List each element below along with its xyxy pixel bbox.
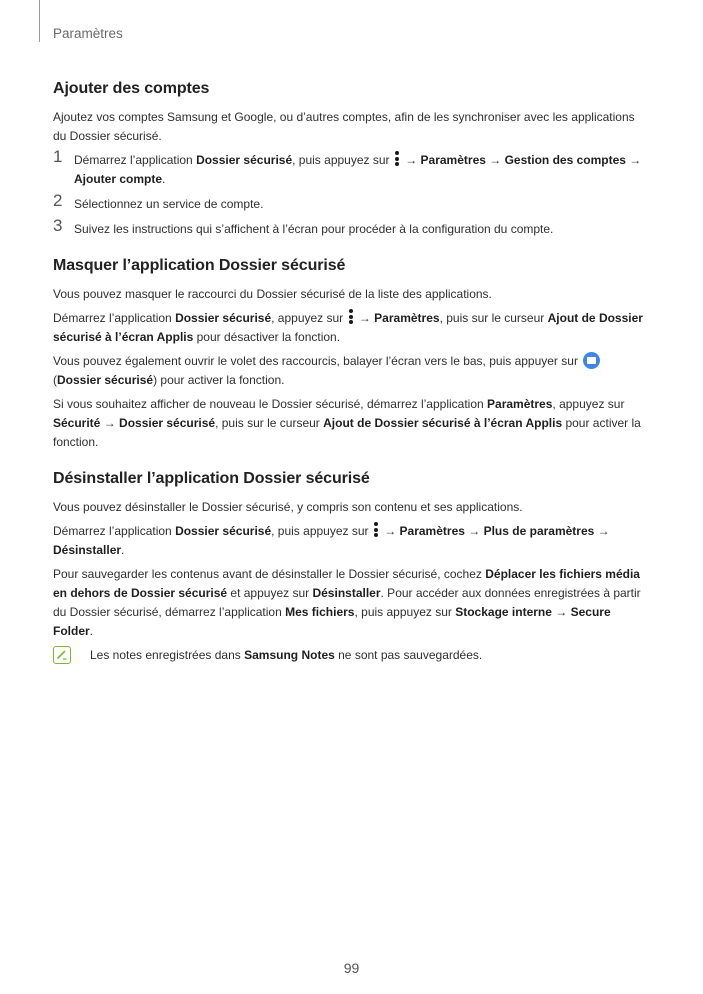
ui-term: Ajout de Dossier sécurisé à l’écran Applis: [323, 416, 563, 430]
ui-term: Paramètres: [374, 311, 440, 325]
paragraph: [53, 352, 645, 390]
text-run: , puis sur le curseur: [439, 311, 548, 325]
paragraph: Vous pouvez masquer le raccourci du Dossier sécurisé de la liste des applications.: [53, 287, 492, 301]
ui-term: Sécurité: [53, 416, 101, 430]
page-content: [53, 80, 645, 683]
arrow-separator: →: [355, 311, 375, 325]
secure-folder-icon: [583, 352, 600, 369]
ui-term: Déplacer les fichiers média en dehors de Dossier sécurisé: [53, 567, 640, 600]
ui-term: Paramètres: [420, 153, 486, 167]
text-run: Les notes enregistrées dans: [90, 648, 245, 662]
step-text: Suivez les instructions qui s’affichent à l’écran pour procéder à la configuration du compte.: [74, 222, 554, 236]
text-run: Pour sauvegarder les contenus avant de désinstaller le Dossier sécurisé, cochez: [53, 567, 486, 581]
text-run: pour désactiver la fonction.: [193, 330, 341, 344]
arrow-separator: →: [594, 524, 610, 538]
step-text: , puis appuyez sur: [292, 153, 393, 167]
ui-term: Mes fichiers: [285, 605, 355, 619]
arrow-separator: →: [401, 153, 421, 167]
text-run: pour activer la fonction.: [53, 416, 641, 449]
step-2: [53, 191, 645, 214]
text-run: et appuyez sur: [227, 586, 313, 600]
ui-term: Dossier sécurisé: [119, 416, 216, 430]
ui-term: Paramètres: [399, 524, 465, 538]
text-run: ) pour activer la fonction.: [153, 373, 285, 387]
step-text: Sélectionnez un service de compte.: [74, 197, 264, 211]
ui-term: Secure Folder: [53, 605, 611, 638]
ui-term: Désinstaller: [312, 586, 381, 600]
section-title: Masquer l’application Dossier sécurisé: [53, 257, 346, 274]
ui-term: Gestion des comptes: [504, 153, 626, 167]
text-run: , appuyez sur: [552, 397, 625, 411]
arrow-separator: →: [100, 416, 120, 430]
running-header: Paramètres: [53, 26, 123, 41]
text-run: Si vous souhaitez afficher de nouveau le Dossier sécurisé, démarrez l’application: [53, 397, 488, 411]
text-run: ne sont pas sauvegardées.: [334, 648, 483, 662]
arrow-separator: →: [625, 153, 642, 167]
text-run: . Pour accéder aux données enregistrées à partir du Dossier sécurisé, démarrez l’application: [53, 586, 641, 619]
arrow-separator: →: [551, 605, 571, 619]
text-run: , puis appuyez sur: [354, 605, 456, 619]
step-number: 3: [53, 216, 63, 235]
paragraph: [53, 565, 645, 641]
more-options-icon: [373, 522, 380, 539]
section-hide-app: [53, 257, 645, 452]
note-icon: [53, 646, 71, 664]
more-options-icon: [348, 309, 355, 326]
paragraph: [53, 395, 645, 452]
ui-term: Plus de paramètres: [483, 524, 595, 538]
page-number: 99: [343, 960, 360, 976]
paragraph: [53, 522, 645, 560]
section-add-accounts: [53, 80, 645, 239]
ui-term: Dossier sécurisé: [196, 153, 293, 167]
step-number: 2: [53, 191, 63, 210]
text-run: , appuyez sur: [271, 311, 347, 325]
step-text: Démarrez l’application: [74, 153, 197, 167]
step-text: .: [162, 172, 166, 186]
arrow-separator: →: [380, 524, 400, 538]
text-run: Démarrez l’application: [53, 311, 176, 325]
arrow-separator: →: [464, 524, 484, 538]
paragraph: Vous pouvez désinstaller le Dossier sécurisé, y compris son contenu et ses applications.: [53, 500, 523, 514]
text-run: (: [53, 373, 57, 387]
ui-term: Dossier sécurisé: [175, 524, 272, 538]
section-intro: Ajoutez vos comptes Samsung et Google, ou d’autres comptes, afin de les synchroniser avec les applications du Dossier sécurisé.: [53, 110, 635, 143]
text-run: , puis appuyez sur: [271, 524, 372, 538]
text-run: Démarrez l’application: [53, 524, 176, 538]
paragraph: [53, 309, 645, 347]
ui-term: Ajout de Dossier sécurisé à l’écran Applis: [53, 311, 643, 344]
step-3: [53, 216, 645, 239]
text-run: .: [121, 543, 125, 557]
ui-term: Ajouter compte: [74, 172, 163, 186]
ui-term: Stockage interne: [455, 605, 552, 619]
section-title: Désinstaller l’application Dossier sécurisé: [53, 470, 370, 487]
section-uninstall-app: [53, 470, 645, 665]
note: [53, 646, 645, 665]
text-run: .: [89, 624, 94, 638]
step-number: 1: [53, 147, 63, 166]
more-options-icon: [394, 151, 401, 168]
ui-term: Samsung Notes: [244, 648, 335, 662]
text-run: , puis sur le curseur: [215, 416, 324, 430]
header-rule: [39, 0, 40, 42]
ui-term: Paramètres: [487, 397, 553, 411]
arrow-separator: →: [485, 153, 505, 167]
ui-term: Désinstaller: [53, 543, 122, 557]
section-title: Ajouter des comptes: [53, 80, 210, 97]
text-run: Vous pouvez également ouvrir le volet des raccourcis, balayer l’écran vers le bas, puis appuyer sur: [53, 354, 582, 368]
ui-term: Dossier sécurisé: [57, 373, 154, 387]
step-1: [53, 147, 645, 189]
ui-term: Dossier sécurisé: [175, 311, 272, 325]
